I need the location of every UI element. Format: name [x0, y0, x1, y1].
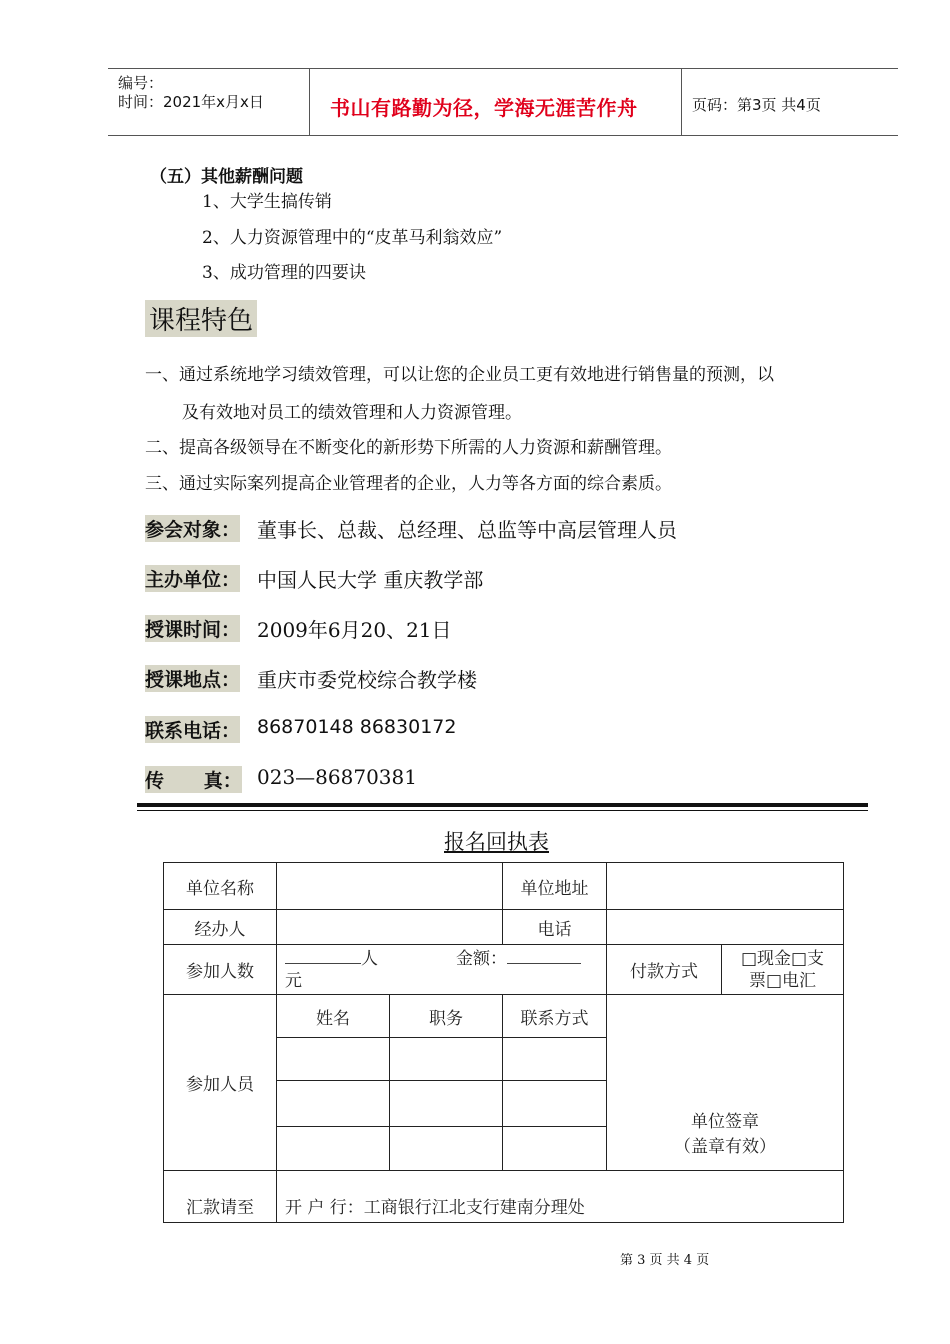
- header-divider-right: [681, 68, 682, 136]
- phone-label: 联系电话：: [145, 716, 240, 743]
- header-motto: 书山有路勤为径，学海无涯苦作舟: [330, 96, 638, 120]
- divider-thin: [137, 810, 868, 811]
- header-divider-left: [309, 68, 310, 136]
- audience-value: 董事长、总裁、总经理、总监等中高层管理人员: [257, 518, 677, 542]
- bank-line: 开 户 行：工商银行江北支行建南分理处: [277, 1171, 844, 1223]
- form-title: 报名回执表: [444, 830, 549, 854]
- organizer-label: 主办单位：: [145, 565, 240, 592]
- header-bottom-rule: [108, 135, 898, 136]
- payment-options-line2[interactable]: 票□电汇: [748, 970, 817, 991]
- col-position-header: 职务: [390, 995, 503, 1038]
- class-time-label: 授课时间：: [145, 615, 240, 642]
- form-phone-field[interactable]: [607, 910, 844, 945]
- header-page-label: 页码：第3页 共4页: [692, 96, 821, 114]
- salary-item-2: 2、人力资源管理中的“皮革马利翁效应”: [202, 228, 503, 248]
- salary-item-1: 1、大学生搞传销: [202, 192, 332, 212]
- participant-1-contact[interactable]: [503, 1038, 607, 1081]
- features-title: 课程特色: [145, 300, 257, 337]
- feature-line-2: 二、提高各级领导在不断变化的新形势下所需的人力资源和薪酬管理。: [145, 438, 672, 458]
- form-phone-label: 电话: [503, 910, 607, 945]
- participants-label: 参加人员: [164, 995, 277, 1171]
- participant-3-position[interactable]: [390, 1127, 503, 1171]
- feature-line-1-cont: 及有效地对员工的绩效管理和人力资源管理。: [182, 403, 522, 423]
- unit-address-field[interactable]: [607, 863, 844, 910]
- header-number-label: 编号：: [118, 74, 164, 92]
- participant-1-position[interactable]: [390, 1038, 503, 1081]
- yuan-unit: 元: [285, 970, 302, 991]
- class-time-value: 2009年6月20、21日: [257, 618, 452, 642]
- organizer-value: 中国人民大学 重庆教学部: [257, 568, 484, 592]
- unit-name-label: 单位名称: [164, 863, 277, 910]
- count-amount-cell[interactable]: [277, 945, 607, 995]
- header-time-label: 时间：2021年x月x日: [118, 93, 264, 111]
- footer-page-number: 第 3 页 共 4 页: [620, 1253, 710, 1268]
- participant-1-name[interactable]: [277, 1038, 390, 1081]
- seal-line-1: 单位签章: [691, 1112, 759, 1132]
- col-name-header: 姓名: [277, 995, 390, 1038]
- divider-thick: [137, 803, 868, 807]
- class-place-value: 重庆市委党校综合教学楼: [257, 668, 477, 692]
- participant-3-contact[interactable]: [503, 1127, 607, 1171]
- participant-2-position[interactable]: [390, 1081, 503, 1127]
- salary-item-3: 3、成功管理的四要诀: [202, 263, 366, 283]
- count-blank[interactable]: [285, 963, 361, 964]
- feature-line-3: 三、通过实际案列提高企业管理者的企业，人力等各方面的综合素质。: [145, 474, 672, 494]
- participant-2-name[interactable]: [277, 1081, 390, 1127]
- payment-label: 付款方式: [607, 945, 722, 995]
- seal-line-2: （盖章有效）: [674, 1137, 776, 1157]
- phone-value: 86870148 86830172: [257, 716, 457, 738]
- header-top-rule: [108, 68, 898, 69]
- participant-2-contact[interactable]: [503, 1081, 607, 1127]
- unit-address-label: 单位地址: [503, 863, 607, 910]
- fax-value: 023—86870381: [257, 765, 417, 789]
- class-place-label: 授课地点：: [145, 665, 240, 692]
- payment-options-line1[interactable]: □现金□支: [740, 948, 825, 969]
- payment-options[interactable]: [722, 945, 844, 995]
- handler-field[interactable]: [277, 910, 503, 945]
- remit-label: 汇款请至: [164, 1171, 277, 1223]
- amount-blank[interactable]: [507, 963, 581, 964]
- count-label: 参加人数: [164, 945, 277, 995]
- participant-3-name[interactable]: [277, 1127, 390, 1171]
- registration-table: [163, 862, 844, 1223]
- salary-section-heading: （五）其他薪酬问题: [150, 167, 303, 187]
- amount-label: 金额：: [456, 948, 507, 969]
- unit-name-field[interactable]: [277, 863, 503, 910]
- feature-line-1: 一、通过系统地学习绩效管理，可以让您的企业员工更有效地进行销售量的预测，以: [145, 365, 774, 385]
- audience-label: 参会对象：: [145, 515, 240, 542]
- col-contact-header: 联系方式: [503, 995, 607, 1038]
- fax-label: 传 真：: [145, 766, 242, 793]
- seal-cell: [607, 995, 844, 1171]
- handler-label: 经办人: [164, 910, 277, 945]
- person-unit: 人: [361, 948, 378, 969]
